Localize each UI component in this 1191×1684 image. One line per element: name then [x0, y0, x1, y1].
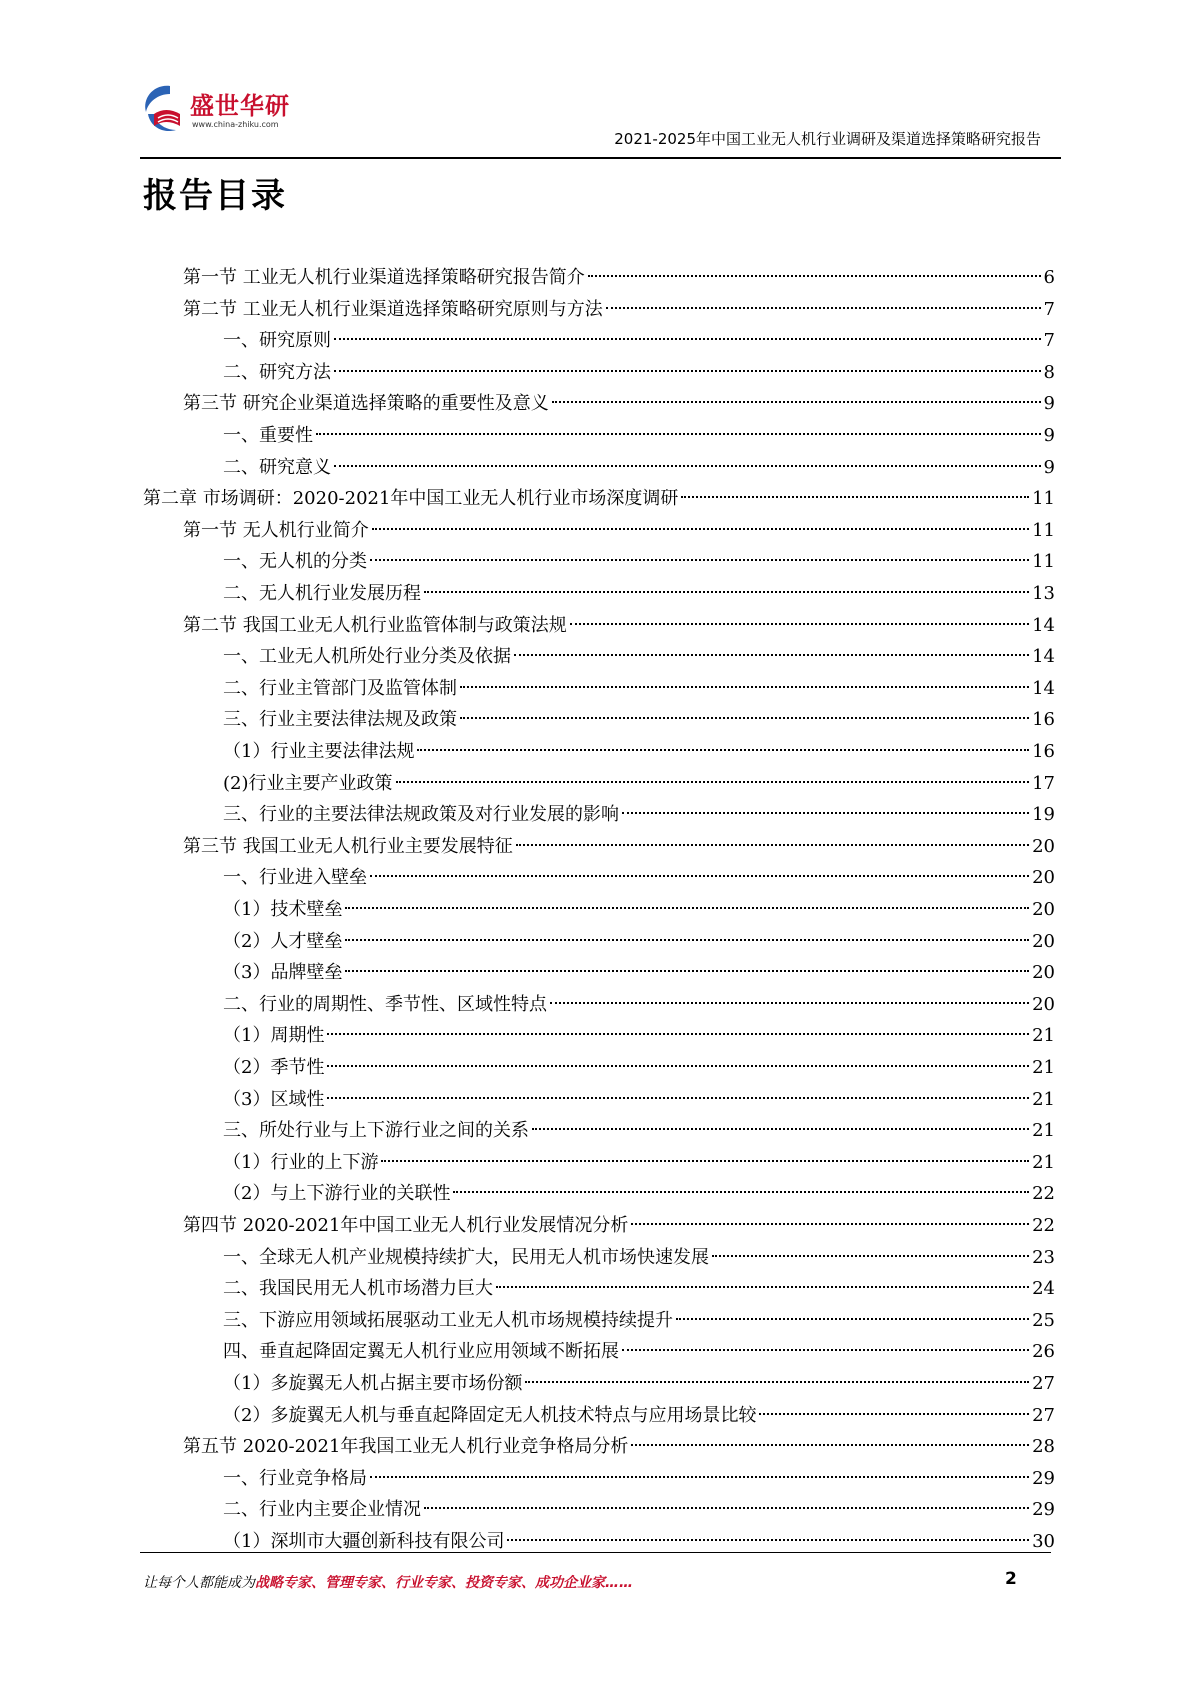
- toc-entry[interactable]: [183, 832, 1055, 862]
- toc-entry-title: (2)行业主要产业政策: [223, 772, 393, 794]
- toc-leader-dots: [460, 717, 1029, 719]
- toc-leader-dots: [588, 275, 1041, 277]
- toc-entry-title: 第二章 市场调研：2020-2021年中国工业无人机行业市场深度调研: [143, 488, 679, 510]
- toc-entry-page: 11: [1032, 551, 1055, 573]
- toc-entry-page: 20: [1032, 899, 1055, 920]
- toc-entry-title: 三、下游应用领域拓展驱动工业无人机市场规模持续提升: [223, 1309, 673, 1331]
- toc-leader-dots: [345, 939, 1029, 941]
- toc-entry-page: 26: [1032, 1341, 1055, 1363]
- toc-entry[interactable]: [223, 1179, 1055, 1209]
- toc-leader-dots: [460, 686, 1029, 688]
- toc-entry[interactable]: [223, 800, 1055, 830]
- toc-leader-dots: [396, 781, 1030, 783]
- toc-entry[interactable]: [223, 326, 1055, 356]
- toc-entry-title: 第一节 无人机行业简介: [183, 519, 369, 541]
- page-heading: 报告目录: [143, 176, 287, 216]
- toc-entry[interactable]: [223, 453, 1055, 483]
- toc-entry-title: 二、研究方法: [223, 361, 331, 383]
- toc-entry-title: 一、重要性: [223, 425, 313, 446]
- toc-entry[interactable]: [183, 1211, 1055, 1241]
- toc-entry-page: 9: [1043, 456, 1055, 478]
- toc-entry-page: 9: [1043, 425, 1055, 446]
- toc-entry-page: 24: [1032, 1278, 1055, 1300]
- toc-entry-title: 二、行业内主要企业情况: [223, 1499, 421, 1521]
- toc-leader-dots: [550, 1002, 1029, 1004]
- toc-leader-dots: [334, 465, 1041, 467]
- toc-entry[interactable]: [223, 927, 1055, 957]
- toc-entry-title: 一、全球无人机产业规模持续扩大，民用无人机市场快速发展: [223, 1246, 709, 1268]
- toc-entry-page: 20: [1032, 993, 1055, 1015]
- toc-leader-dots: [370, 875, 1029, 877]
- toc-leader-dots: [631, 1444, 1029, 1446]
- toc-entry-title: （2）多旋翼无人机与垂直起降固定无人机技术特点与应用场景比较: [223, 1404, 757, 1426]
- toc-leader-dots: [570, 623, 1029, 625]
- toc-leader-dots: [372, 528, 1029, 530]
- toc-entry-page: 19: [1032, 804, 1055, 826]
- toc-entry[interactable]: [223, 547, 1055, 577]
- toc-entry-title: 一、行业竞争格局: [223, 1467, 367, 1489]
- toc-leader-dots: [712, 1255, 1029, 1257]
- toc-leader-dots: [370, 1476, 1029, 1478]
- footer-slogan: [143, 1572, 633, 1592]
- toc-entry-title: 第三节 研究企业渠道选择策略的重要性及意义: [183, 393, 549, 415]
- toc-entry-page: 22: [1032, 1183, 1055, 1205]
- toc-leader-dots: [676, 1318, 1029, 1320]
- toc-entry-title: 一、工业无人机所处行业分类及依据: [223, 646, 511, 668]
- toc-entry-title: 一、行业进入壁垒: [223, 867, 367, 889]
- toc-entry-title: 第二节 工业无人机行业渠道选择策略研究原则与方法: [183, 298, 603, 320]
- toc-entry-title: 第二节 我国工业无人机行业监管体制与政策法规: [183, 614, 567, 636]
- toc-entry-page: 14: [1032, 677, 1055, 699]
- toc-entry[interactable]: [183, 611, 1055, 641]
- toc-entry[interactable]: [223, 1021, 1055, 1051]
- toc-leader-dots: [334, 370, 1041, 372]
- toc-entry-title: （1）周期性: [223, 1025, 325, 1047]
- toc-entry[interactable]: [223, 1148, 1055, 1178]
- toc-entry-title: 二、我国民用无人机市场潜力巨大: [223, 1278, 493, 1300]
- toc-entry-title: 二、行业的周期性、季节性、区域性特点: [223, 993, 547, 1015]
- toc-entry-title: 四、垂直起降固定翼无人机行业应用领域不断拓展: [223, 1341, 619, 1363]
- footer-slogan-highlight: 战略专家、管理专家、行业专家、投资专家、成功企业家……: [255, 1575, 633, 1591]
- toc-entry[interactable]: [223, 674, 1055, 704]
- toc-entry-page: 29: [1032, 1499, 1055, 1521]
- toc-entry-title: 第三节 我国工业无人机行业主要发展特征: [183, 835, 513, 857]
- toc-entry-title: 第五节 2020-2021年我国工业无人机行业竞争格局分析: [183, 1436, 629, 1458]
- toc-leader-dots: [453, 1191, 1029, 1193]
- toc-entry-page: 11: [1032, 488, 1055, 510]
- toc-entry[interactable]: [223, 1243, 1055, 1273]
- toc-entry[interactable]: [223, 1116, 1055, 1146]
- toc-leader-dots: [345, 907, 1029, 909]
- toc-entry-page: 29: [1032, 1467, 1055, 1489]
- toc-leader-dots: [525, 1381, 1029, 1383]
- toc-entry-page: 16: [1032, 741, 1055, 762]
- toc-entry-page: 22: [1032, 1215, 1055, 1236]
- toc-entry-title: 一、研究原则: [223, 330, 331, 352]
- toc-leader-dots: [424, 1507, 1029, 1509]
- toc-entry[interactable]: [223, 1401, 1055, 1431]
- toc-entry-title: （1）深圳市大疆创新科技有限公司: [223, 1531, 505, 1552]
- toc-entry-title: （1）技术壁垒: [223, 899, 343, 920]
- toc-leader-dots: [327, 1065, 1029, 1067]
- toc-entry-title: 三、行业的主要法律法规政策及对行业发展的影响: [223, 804, 619, 826]
- toc-entry-title: （2）人才壁垒: [223, 930, 343, 952]
- toc-entry[interactable]: [183, 263, 1055, 293]
- toc-entry[interactable]: [223, 769, 1055, 799]
- toc-leader-dots: [507, 1539, 1029, 1541]
- toc-entry[interactable]: [223, 705, 1055, 735]
- toc-leader-dots: [514, 654, 1029, 656]
- toc-entry-title: （2）与上下游行业的关联性: [223, 1183, 451, 1205]
- toc-leader-dots: [424, 591, 1029, 593]
- toc-entry[interactable]: [223, 1306, 1055, 1336]
- toc-entry-page: 20: [1032, 962, 1055, 984]
- toc-leader-dots: [417, 749, 1029, 751]
- toc-entry-page: 7: [1043, 298, 1055, 320]
- report-title: 2021-2025年中国工业无人机行业调研及渠道选择策略研究报告: [614, 130, 1041, 148]
- page-number: 2: [1005, 1569, 1017, 1589]
- toc-entry-page: 20: [1032, 835, 1055, 857]
- toc-entry[interactable]: [223, 1464, 1055, 1494]
- toc-entry-title: 三、行业主要法律法规及政策: [223, 709, 457, 731]
- toc-entry-page: 21: [1032, 1120, 1055, 1142]
- footer-divider: [140, 1552, 1051, 1553]
- toc-entry-page: 16: [1032, 709, 1055, 731]
- toc-entry-page: 6: [1043, 267, 1055, 288]
- toc-entry-title: （3）品牌壁垒: [223, 962, 343, 984]
- toc-entry-page: 20: [1032, 930, 1055, 952]
- toc-leader-dots: [622, 812, 1029, 814]
- toc-entry-page: 27: [1032, 1404, 1055, 1426]
- toc-entry[interactable]: [223, 1369, 1055, 1399]
- toc-entry[interactable]: [223, 1085, 1055, 1115]
- toc-entry[interactable]: [223, 579, 1055, 609]
- toc-leader-dots: [327, 1033, 1029, 1035]
- toc-entry-title: 第一节 工业无人机行业渠道选择策略研究报告简介: [183, 267, 585, 288]
- toc-entry[interactable]: [183, 389, 1055, 419]
- toc-entry-title: 第四节 2020-2021年中国工业无人机行业发展情况分析: [183, 1215, 629, 1236]
- toc-leader-dots: [681, 496, 1029, 498]
- footer-slogan-prefix: 让每个人都能成为: [143, 1575, 255, 1591]
- toc-leader-dots: [516, 844, 1029, 846]
- logo-url: www.china-zhiku.com: [192, 120, 279, 129]
- toc-entry-page: 20: [1032, 867, 1055, 889]
- toc-entry[interactable]: [223, 421, 1055, 451]
- toc-entry-page: 28: [1032, 1436, 1055, 1458]
- toc-entry-page: 13: [1032, 583, 1055, 604]
- toc-entry[interactable]: [223, 990, 1055, 1020]
- toc-entry[interactable]: [223, 863, 1055, 893]
- toc-entry-page: 27: [1032, 1373, 1055, 1394]
- toc-entry[interactable]: [223, 1274, 1055, 1304]
- toc-entry-title: （2）季节性: [223, 1057, 325, 1078]
- company-logo: [140, 80, 310, 145]
- toc-entry-title: （3）区域性: [223, 1088, 325, 1110]
- toc-entry-title: 二、研究意义: [223, 456, 331, 478]
- toc-entry-page: 17: [1032, 772, 1055, 794]
- toc-entry[interactable]: [223, 895, 1055, 925]
- toc-leader-dots: [606, 307, 1041, 309]
- toc-leader-dots: [496, 1286, 1029, 1288]
- toc-entry[interactable]: [143, 484, 1055, 514]
- toc-entry-page: 8: [1043, 361, 1055, 383]
- toc-entry-page: 9: [1043, 393, 1055, 415]
- toc-entry[interactable]: [183, 1432, 1055, 1462]
- toc-entry-page: 14: [1032, 614, 1055, 636]
- toc-entry-title: （1）多旋翼无人机占据主要市场份额: [223, 1373, 523, 1394]
- toc-entry[interactable]: [183, 295, 1055, 325]
- toc-leader-dots: [631, 1223, 1029, 1225]
- logo-name: 盛世华研: [190, 92, 290, 120]
- toc-entry-page: 11: [1032, 519, 1055, 541]
- toc-entry-page: 21: [1032, 1088, 1055, 1110]
- toc-entry[interactable]: [183, 516, 1055, 546]
- toc-entry[interactable]: [223, 1053, 1055, 1083]
- toc-leader-dots: [316, 433, 1041, 435]
- toc-leader-dots: [381, 1160, 1029, 1162]
- toc-entry-page: 21: [1032, 1057, 1055, 1078]
- toc-entry-page: 7: [1043, 330, 1055, 352]
- toc-entry-title: 一、无人机的分类: [223, 551, 367, 573]
- toc-leader-dots: [345, 970, 1029, 972]
- toc-leader-dots: [327, 1097, 1029, 1099]
- page-header: [0, 0, 1191, 160]
- toc-leader-dots: [622, 1349, 1029, 1351]
- logo-mark-icon: [140, 80, 192, 140]
- toc-entry-title: （1）行业主要法律法规: [223, 741, 415, 762]
- toc-entry-page: 30: [1032, 1531, 1055, 1552]
- toc-entry-title: 二、行业主管部门及监管体制: [223, 677, 457, 699]
- toc-entry-page: 21: [1032, 1025, 1055, 1047]
- toc-entry[interactable]: [223, 958, 1055, 988]
- toc-leader-dots: [370, 559, 1029, 561]
- toc-entry[interactable]: [223, 737, 1055, 767]
- toc-leader-dots: [532, 1128, 1029, 1130]
- toc-leader-dots: [552, 401, 1041, 403]
- toc-entry-title: 三、所处行业与上下游行业之间的关系: [223, 1120, 529, 1142]
- toc-entry[interactable]: [223, 642, 1055, 672]
- toc-entry-page: 23: [1032, 1246, 1055, 1268]
- toc-entry-page: 21: [1032, 1151, 1055, 1173]
- toc-entry[interactable]: [223, 1495, 1055, 1525]
- toc-entry[interactable]: [223, 1337, 1055, 1367]
- toc-leader-dots: [334, 338, 1041, 340]
- toc-entry-title: （1）行业的上下游: [223, 1151, 379, 1173]
- toc-entry-page: 25: [1032, 1309, 1055, 1331]
- toc-entry-title: 二、无人机行业发展历程: [223, 583, 421, 604]
- toc-entry[interactable]: [223, 358, 1055, 388]
- header-divider: [140, 157, 1061, 159]
- toc-entry-page: 14: [1032, 646, 1055, 668]
- toc-leader-dots: [759, 1413, 1029, 1415]
